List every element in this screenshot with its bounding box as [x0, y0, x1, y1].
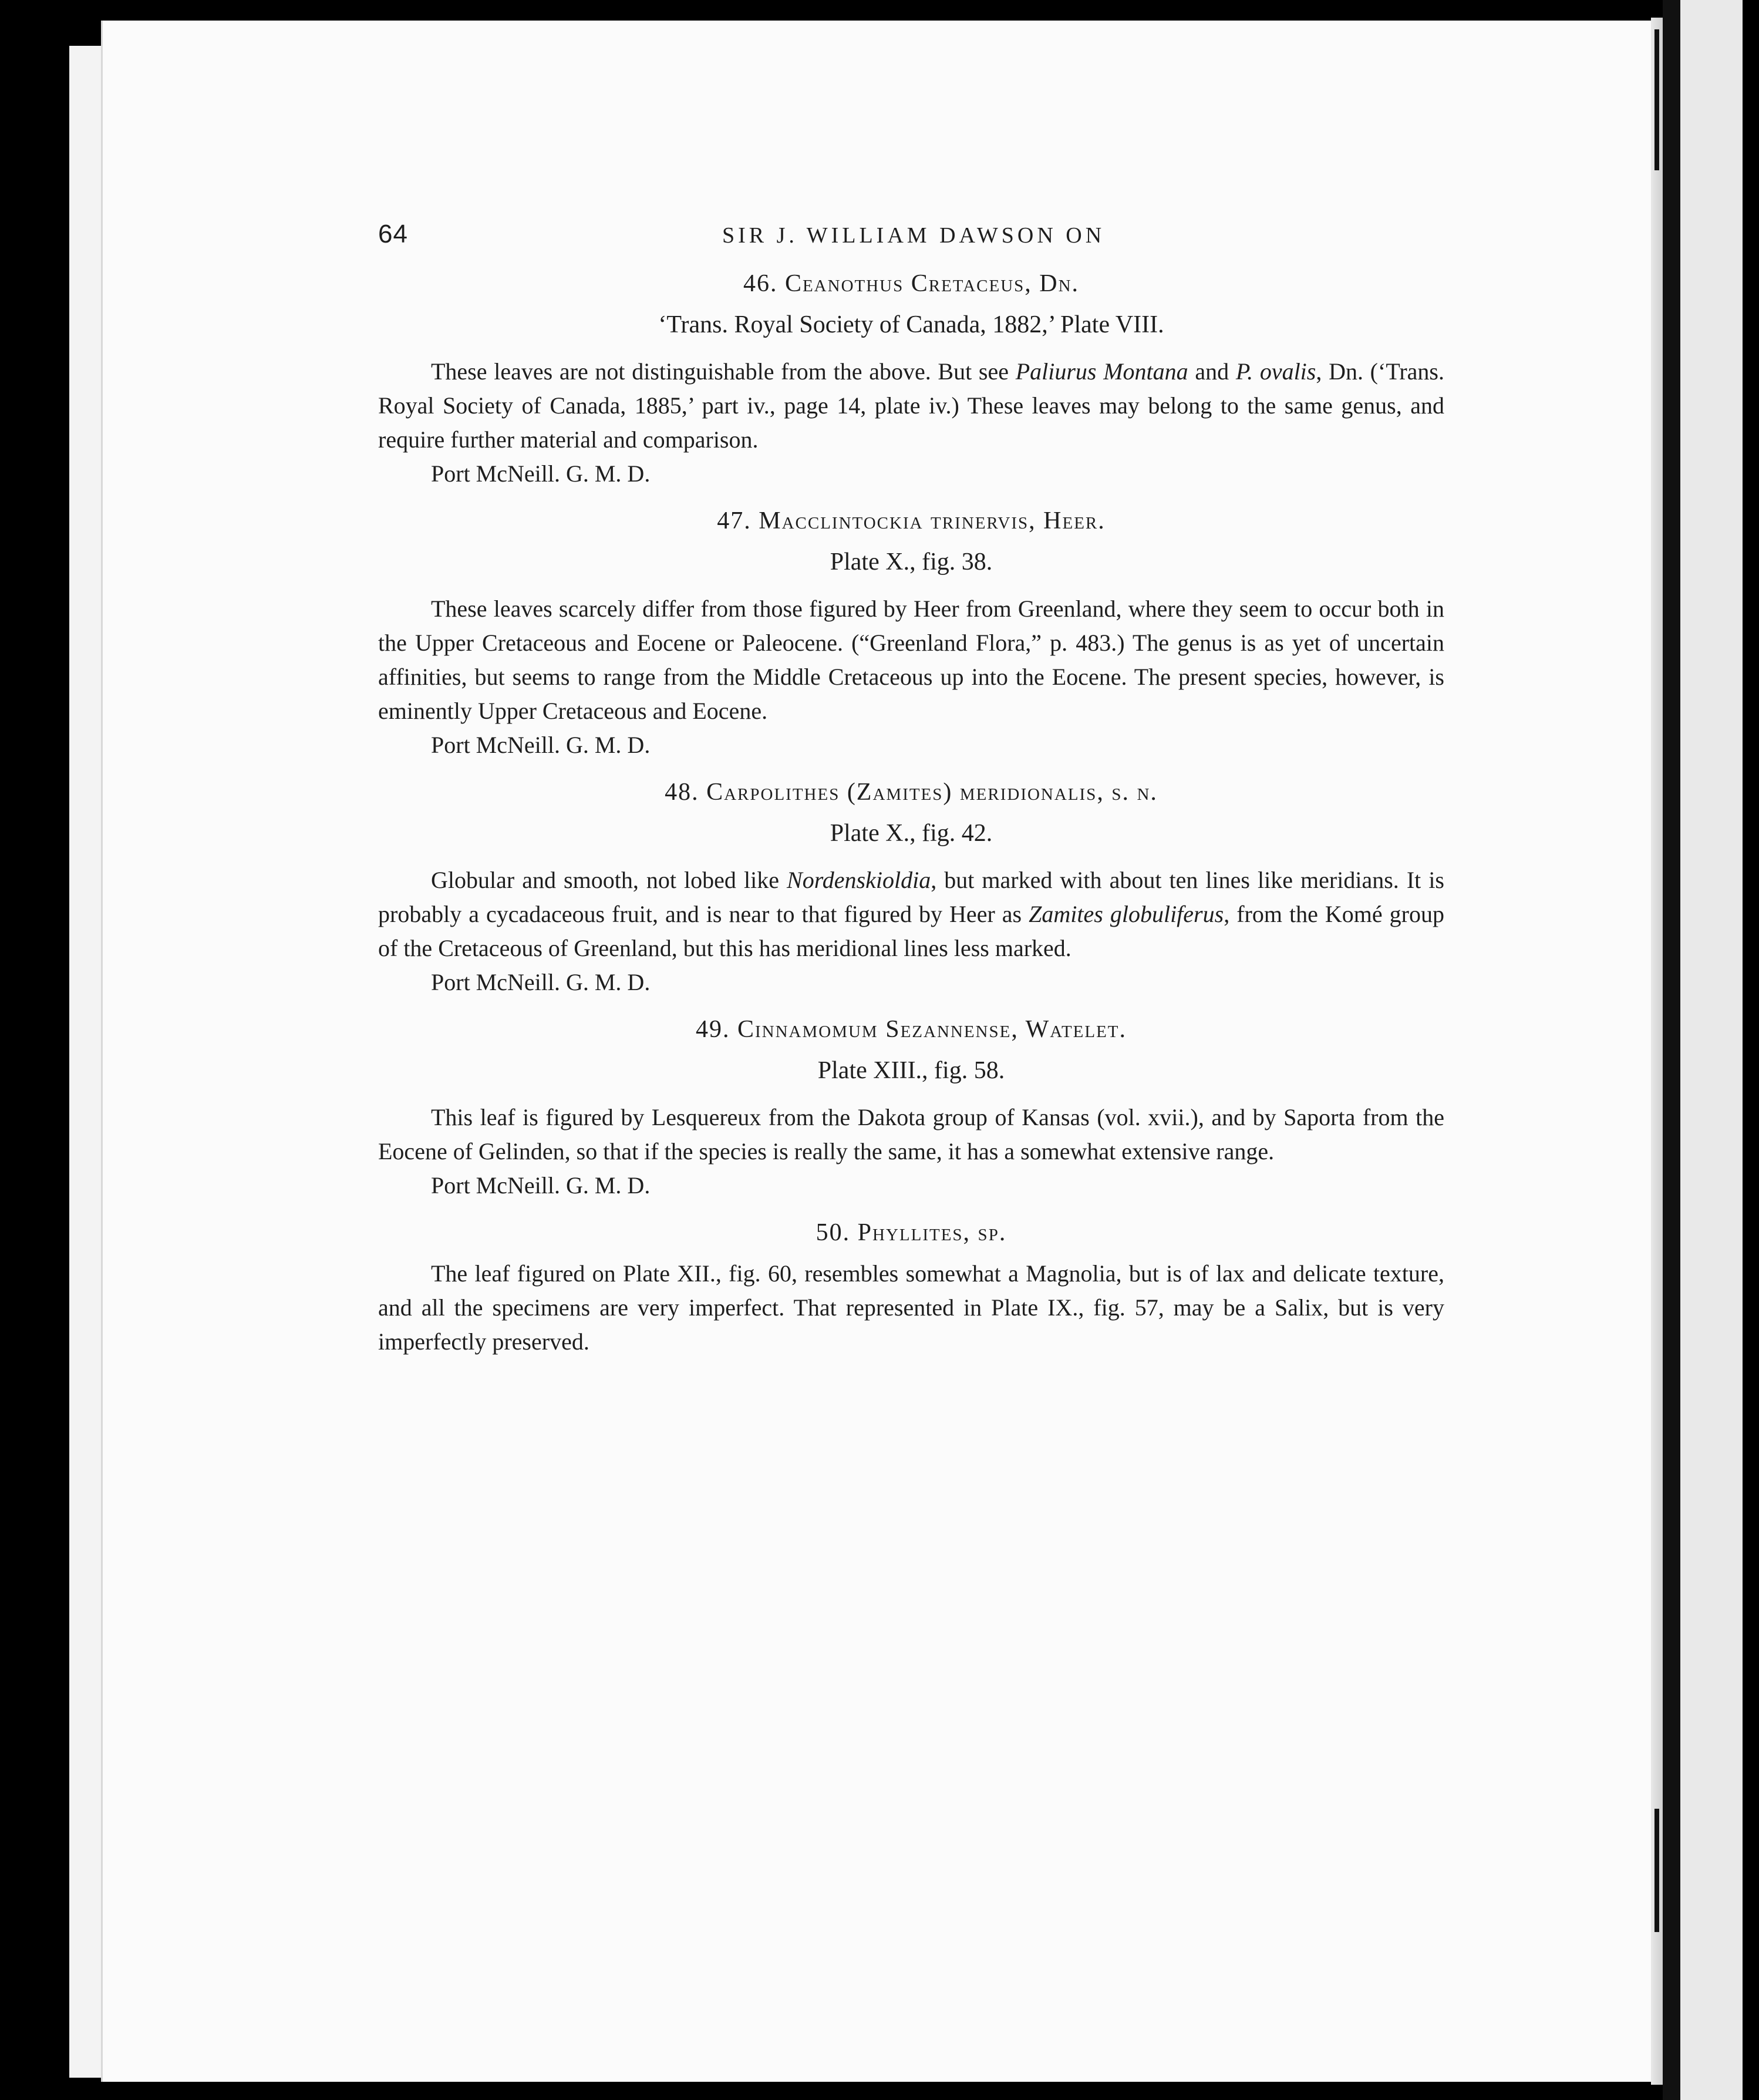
entry-description: Globular and smooth, not lobed like Nordenskioldia, but marked with about ten lines like meridians. It is probably a cycadaceous fruit, and is near to that figured by Heer as Zamites globuliferus, from the Komé group of the Cretaceous of Greenland, but this has meridional lines less marked. [378, 867, 1444, 961]
binding-gutter [1663, 0, 1680, 2100]
entry-description: The leaf figured on Plate XII., fig. 60, resembles somewhat a Magnolia, but is of lax and delicate texture, and all the specimens are very imperfect. That represented in Plate IX., fig. 57, may be a Salix, but is very imperfectly preserved. [378, 1260, 1444, 1355]
entry-locality: Port McNeill. G. M. D. [431, 1172, 651, 1199]
entry-heading: 50. Phyllites, sp. [816, 1219, 1007, 1246]
species-entry [378, 1216, 1444, 1359]
entry-reference: Plate XIII., fig. 58. [817, 1057, 1005, 1084]
entry-description: These leaves scarcely differ from those figured by Heer from Greenland, where they seem to occur both in the Upper Cretaceous and Eocene or Paleocene. (“Greenland Flora,” p. 483.) The genus is as yet of uncertain affinities, but seems to range from the Middle Cretaceous up into the Eocene. The present species, however, is eminently Upper Cretaceous and Eocene. [378, 595, 1444, 724]
entry-description: These leaves are not distinguishable from the above. But see Paliurus Montana and P. ovalis, Dn. (‘Trans. Royal Society of Canada, 1885,’ part iv., page 14, plate iv.) These leaves may belong to the same genus, and require further material and comparison. [378, 358, 1444, 453]
entry-heading: 47. Macclintockia trinervis, Heer. [717, 507, 1106, 534]
page-edge-shadow [1651, 18, 1663, 2085]
species-entry [378, 267, 1444, 491]
entry-description: This leaf is figured by Lesquereux from the Dakota group of Kansas (vol. xvii.), and by Saporta from the Eocene of Gelinden, so that if the species is really the same, it has a somewhat extensive range. [378, 1104, 1444, 1165]
page-text [378, 217, 1444, 1359]
entry-locality: Port McNeill. G. M. D. [431, 460, 651, 487]
species-entry [378, 1012, 1444, 1203]
page-edge-mark [1654, 29, 1659, 170]
entry-reference: Plate X., fig. 38. [830, 548, 993, 576]
scan-border-right [1743, 0, 1759, 2100]
page-number: 64 [378, 220, 408, 248]
species-entry [378, 775, 1444, 999]
entry-heading: 48. Carpolithes (Zamites) meridionalis, s. n. [665, 779, 1158, 806]
running-title: SIR J. WILLIAM DAWSON ON [722, 223, 1106, 248]
species-entry [378, 504, 1444, 762]
entry-locality: Port McNeill. G. M. D. [431, 732, 651, 758]
entry-reference: Plate X., fig. 42. [830, 820, 993, 847]
entry-heading: 46. Ceanothus Cretaceus, Dn. [743, 270, 1080, 297]
page-edge-mark [1654, 1809, 1659, 1932]
entry-reference: ‘Trans. Royal Society of Canada, 1882,’ Plate VIII. [658, 311, 1164, 338]
entry-heading: 49. Cinnamomum Sezannense, Watelet. [695, 1016, 1127, 1043]
entry-locality: Port McNeill. G. M. D. [431, 969, 651, 995]
running-head [378, 217, 1444, 258]
